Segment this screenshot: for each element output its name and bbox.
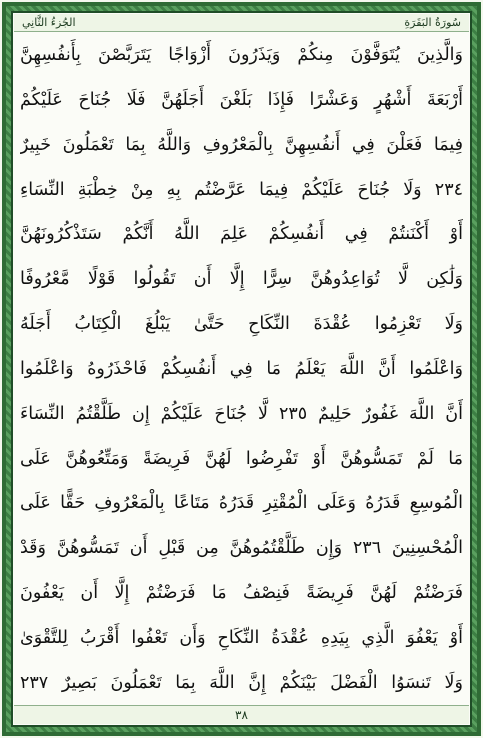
quran-text: [20, 34, 463, 704]
text-line: أَوْ يَعْفُوَ الَّذِي بِيَدِهِ عُقْدَةُ النِّكَاحِ وَأَن تَعْفُوا أَقْرَبُ لِلتَّقْوَىٰ: [20, 627, 463, 648]
surah-label: سُورَةُ البَقَرَةِ: [404, 16, 461, 29]
page-footer: [14, 705, 469, 724]
text-line: أَنَّ اللَّهَ غَفُورٌ حَلِيمٌ ٢٣٥ لَّا جُنَاحَ عَلَيْكُمْ إِن طَلَّقْتُمُ النِّسَاءَ: [20, 403, 463, 424]
text-line: مَا لَمْ تَمَسُّوهُنَّ أَوْ تَفْرِضُوا لَهُنَّ فَرِيضَةً وَمَتِّعُوهُنَّ عَلَى: [20, 448, 463, 469]
text-line: وَالَّذِينَ يُتَوَفَّوْنَ مِنكُمْ وَيَذَرُونَ أَزْوَاجًا يَتَرَبَّصْنَ بِأَنفُسِهِنَّ: [20, 45, 463, 65]
text-line: الْمُوسِعِ قَدَرُهُ وَعَلَى الْمُقْتِرِ قَدَرُهُ مَتَاعًا بِالْمَعْرُوفِ حَقًّا عَلَى: [20, 493, 463, 514]
text-line: الْمُحْسِنِينَ ٢٣٦ وَإِن طَلَّقْتُمُوهُنَّ مِن قَبْلِ أَن تَمَسُّوهُنَّ وَقَدْ: [20, 538, 463, 559]
text-line: وَلَا تَنسَوُا الْفَضْلَ بَيْنَكُمْ إِنَّ اللَّهَ بِمَا تَعْمَلُونَ بَصِيرٌ ٢٣٧: [20, 672, 463, 693]
text-line: أَرْبَعَةَ أَشْهُرٍ وَعَشْرًا فَإِذَا بَلَغْنَ أَجَلَهُنَّ فَلَا جُنَاحَ عَلَيْكُمْ: [20, 89, 463, 110]
text-line: فِيمَا فَعَلْنَ فِي أَنفُسِهِنَّ بِالْمَعْرُوفِ وَاللَّهُ بِمَا تَعْمَلُونَ خَبِيرٌ: [20, 134, 463, 155]
text-line: وَاعْلَمُوا أَنَّ اللَّهَ يَعْلَمُ مَا فِي أَنفُسِكُمْ فَاحْذَرُوهُ وَاعْلَمُوا: [20, 358, 463, 379]
page-number: ٣٨: [235, 708, 248, 722]
page-header: [14, 14, 469, 32]
text-line: وَلَا تَعْزِمُوا عُقْدَةَ النِّكَاحِ حَتَّىٰ يَبْلُغَ الْكِتَابُ أَجَلَهُ: [20, 314, 463, 335]
text-line: ٢٣٤ وَلَا جُنَاحَ عَلَيْكُمْ فِيمَا عَرَّضْتُم بِهِ مِنْ خِطْبَةِ النِّسَاءِ: [20, 179, 463, 200]
text-line: وَلَٰكِن لَّا تُوَاعِدُوهُنَّ سِرًّا إِلَّا أَن تَقُولُوا قَوْلًا مَّعْرُوفًا: [20, 269, 463, 290]
text-line: أَوْ أَكْنَنتُمْ فِي أَنفُسِكُمْ عَلِمَ اللَّهُ أَنَّكُمْ سَتَذْكُرُونَهُنَّ: [20, 224, 463, 245]
juz-label: الجُزءُ الثَّانِي: [22, 16, 76, 29]
text-line: فَرَضْتُمْ لَهُنَّ فَرِيضَةً فَنِصْفُ مَا فَرَضْتُمْ إِلَّا أَن يَعْفُونَ: [20, 583, 463, 604]
